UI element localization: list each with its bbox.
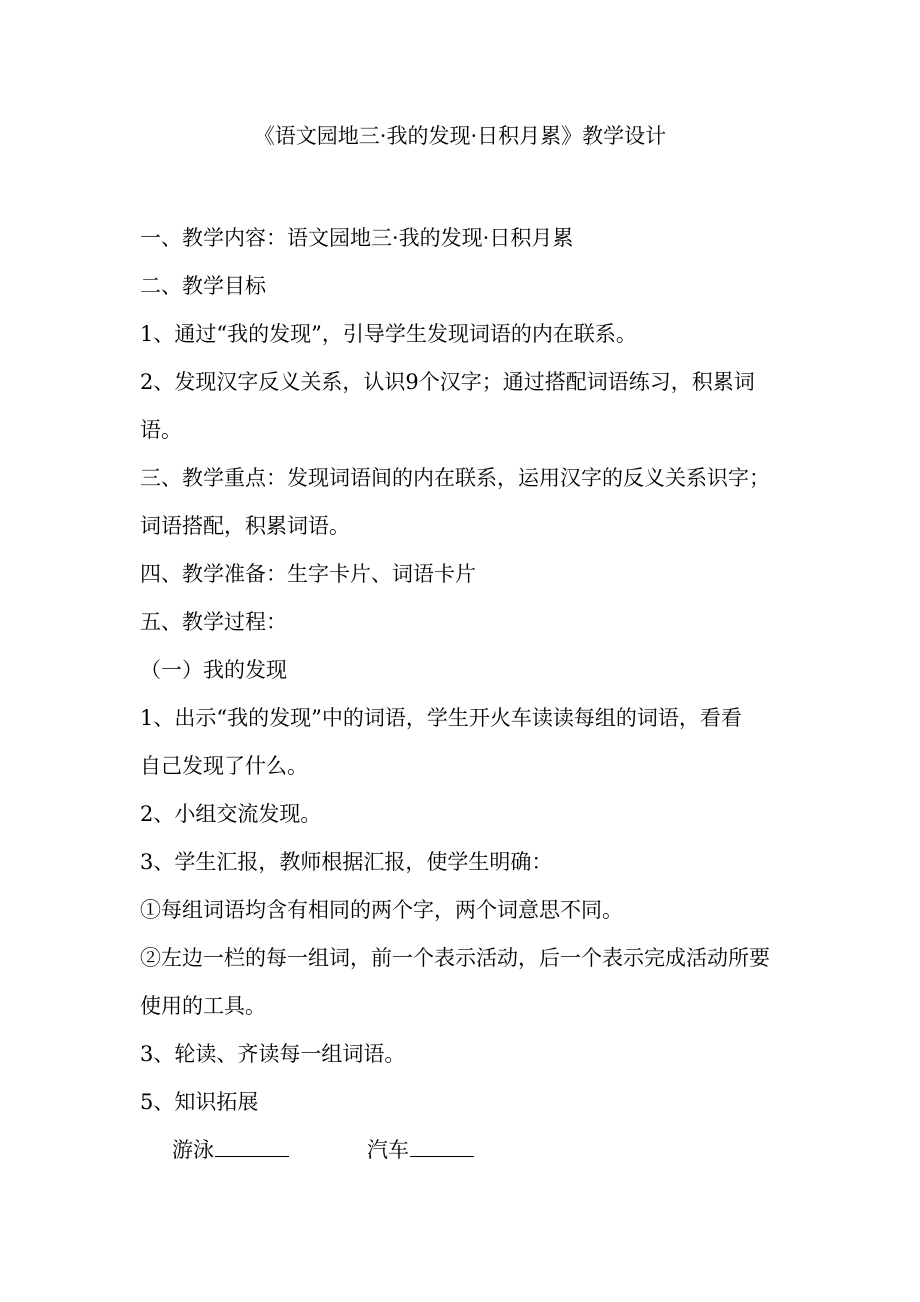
step-3-reading: 3、轮读、齐读每一组词语。 — [140, 1042, 406, 1066]
exercise-row — [140, 1126, 790, 1174]
section-preparation: 四、教学准备：生字卡片、词语卡片 — [140, 562, 476, 586]
exercise-item — [367, 1126, 474, 1174]
goal-1: 1、通过“我的发现”，引导学生发现词语的内在联系。 — [140, 322, 637, 346]
section-process-heading: 五、教学过程： — [140, 610, 287, 634]
section-content: 一、教学内容：语文园地三·我的发现·日积月累 — [140, 226, 574, 250]
step-1-line-1: 1、出示“我的发现”中的词语，学生开火车读读每组的词语，看看 — [140, 706, 742, 730]
document-body — [140, 214, 790, 1174]
step-1-line-2: 自己发现了什么。 — [140, 754, 308, 778]
finding-2-line-2: 使用的工具。 — [140, 994, 266, 1018]
goal-2-line-2: 语。 — [140, 418, 182, 442]
fill-in-blank — [215, 1126, 289, 1157]
section-goals-heading: 二、教学目标 — [140, 274, 266, 298]
step-5-extension: 5、知识拓展 — [140, 1090, 259, 1114]
exercise-word: 游泳 — [172, 1138, 214, 1162]
step-2: 2、小组交流发现。 — [140, 802, 322, 826]
section-key-points-line-1: 三、教学重点：发现词语间的内在联系，运用汉字的反义关系识字； — [140, 466, 770, 490]
section-key-points-line-2: 词语搭配，积累词语。 — [140, 514, 350, 538]
goal-2-line-1: 2、发现汉字反义关系，认识9个汉字；通过搭配词语练习，积累词 — [140, 370, 755, 394]
exercise-item — [172, 1126, 289, 1174]
finding-2-line-1: ②左边一栏的每一组词，前一个表示活动，后一个表示完成活动所要 — [140, 946, 770, 970]
document-title: 《语文园地三·我的发现·日积月累》教学设计 — [253, 124, 667, 148]
finding-1: ①每组词语均含有相同的两个字，两个词意思不同。 — [140, 898, 623, 922]
step-3: 3、学生汇报，教师根据汇报，使学生明确： — [140, 850, 553, 874]
exercise-word: 汽车 — [367, 1138, 409, 1162]
fill-in-blank — [410, 1126, 474, 1157]
subsection-discovery-heading: （一）我的发现 — [140, 658, 287, 682]
